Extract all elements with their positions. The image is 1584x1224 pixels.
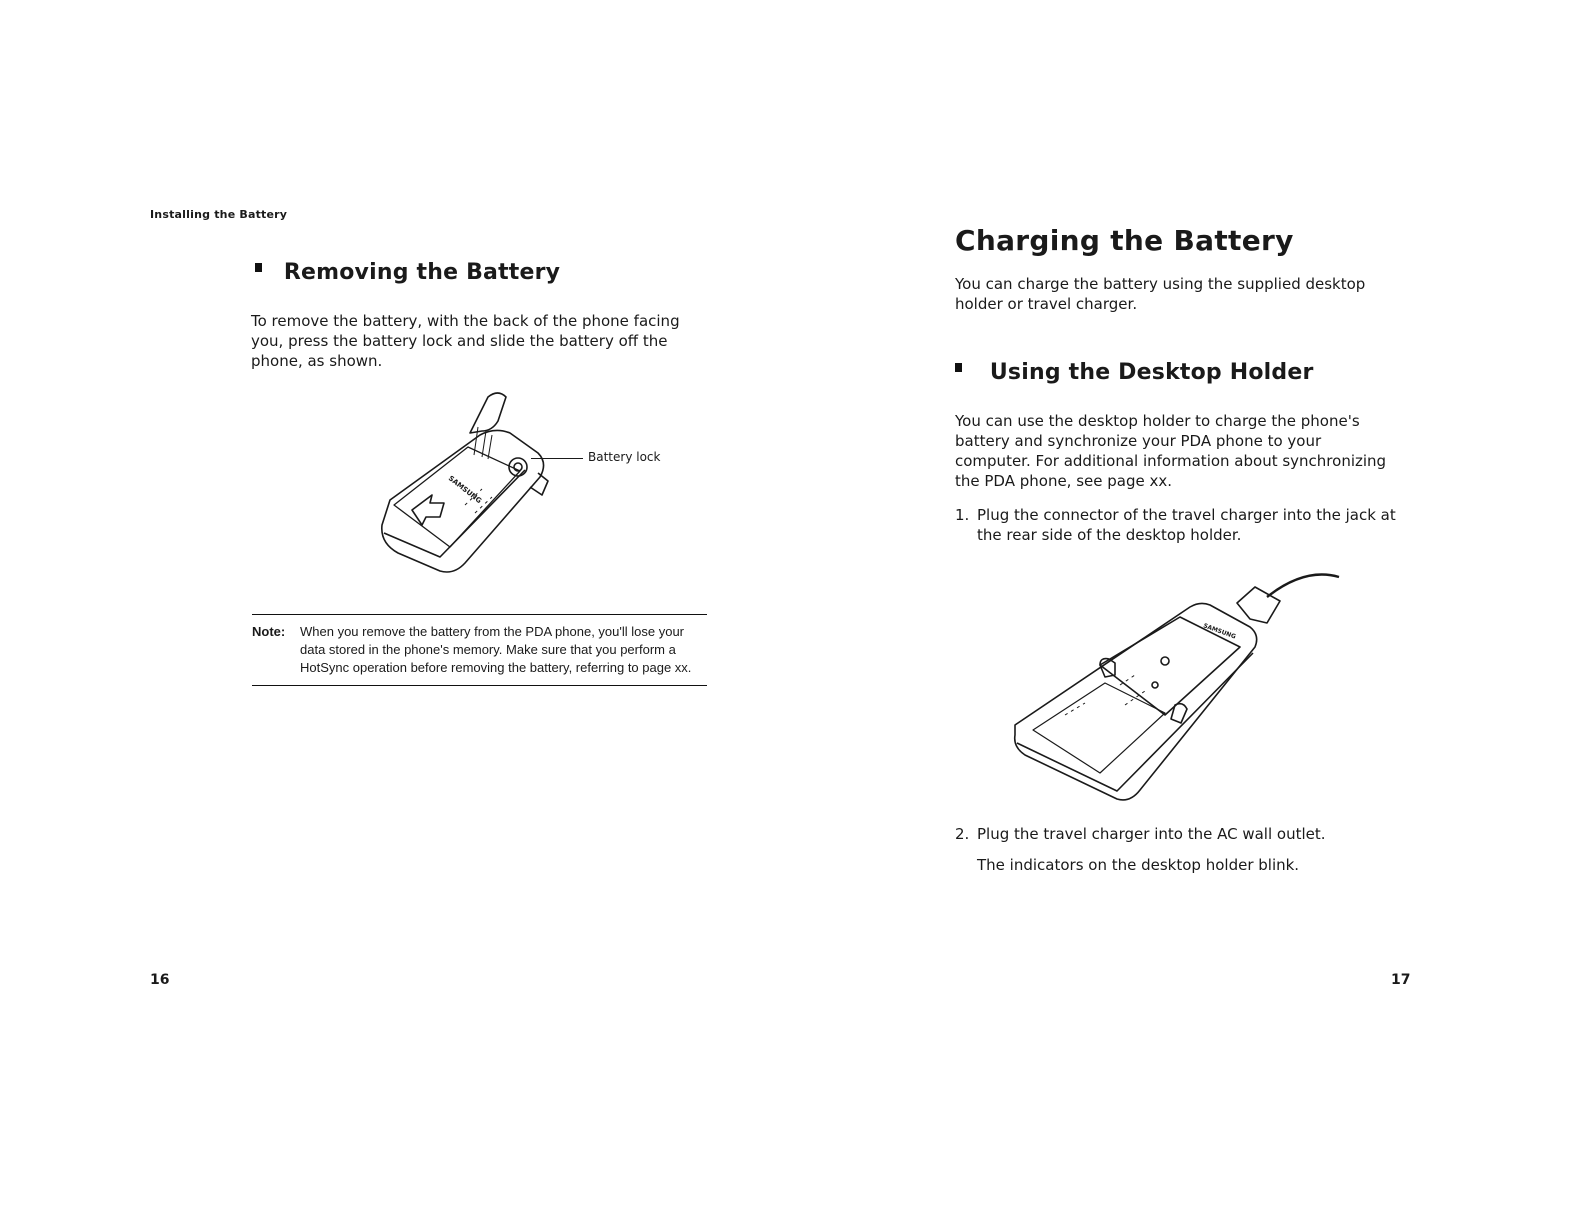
callout-line (531, 458, 583, 459)
step-text: Plug the connector of the travel charger into the jack at the rear side of the desktop holder. (977, 506, 1396, 544)
step-text: Plug the travel charger into the AC wall outlet. (977, 825, 1326, 843)
step-2-result: The indicators on the desktop holder blink. (977, 856, 1300, 874)
bullet-icon (255, 263, 262, 272)
section-intro: You can use the desktop holder to charge the phone's battery and synchronize your PDA phone to your computer. For additional information about synchronizing the PDA phone, see page xx. (955, 412, 1387, 490)
desktop-holder-figure (1005, 565, 1345, 810)
side-button (530, 473, 548, 495)
step-2 (955, 824, 1410, 844)
section-title-text: Removing the Battery (283, 260, 561, 285)
note-label: Note: (252, 624, 286, 639)
battery-lock-callout: Battery lock (588, 450, 661, 464)
chapter-intro: You can charge the battery using the supplied desktop holder or travel charger. (955, 275, 1366, 313)
removing-intro: To remove the battery, with the back of the phone facing you, press the battery lock and slide the battery off the phone, as shown. (251, 312, 680, 370)
step-number: 1. (955, 506, 970, 524)
antenna (470, 393, 506, 433)
running-head: Installing the Battery (150, 208, 288, 221)
holder-logo: SAMSUNG (1202, 622, 1237, 641)
page-number-left: 16 (150, 972, 170, 988)
chapter-title: Charging the Battery (955, 224, 1294, 257)
holder-front-edge (1017, 653, 1253, 791)
section-title-removing (255, 260, 560, 285)
step-number: 2. (955, 825, 970, 843)
phone-logo: SAMSUNG (446, 474, 484, 506)
page-number-right: 17 (1391, 972, 1411, 988)
section-title-desktop-holder (955, 360, 1314, 385)
battery-cover (394, 447, 520, 547)
slide-arrow (412, 495, 444, 525)
section-title-text: Using the Desktop Holder (989, 360, 1314, 385)
bullet-icon (955, 363, 962, 372)
note-box (252, 614, 707, 686)
step-1 (955, 505, 1410, 545)
note-text: When you remove the battery from the PDA phone, you'll lose your data stored in the phone's memory. Make sure that you perform a HotSync operation before removing the battery, referring to page xx. (300, 624, 692, 675)
phone-battery-figure (370, 385, 570, 585)
charger-cable (1267, 575, 1339, 598)
